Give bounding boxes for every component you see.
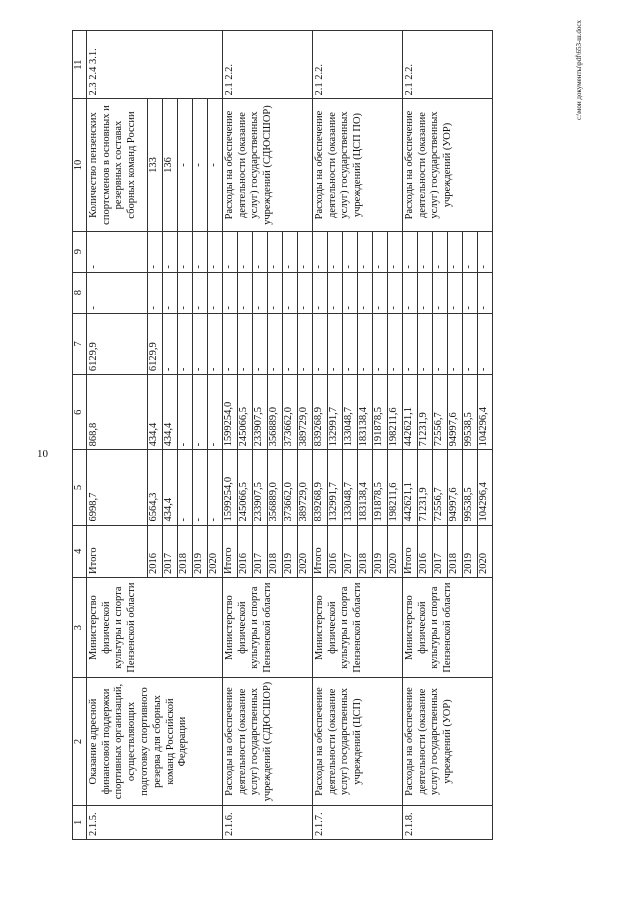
total-value: 104296,4 xyxy=(477,450,492,525)
other-value: - xyxy=(312,231,327,272)
federal-value: - xyxy=(192,313,207,375)
other-value: - xyxy=(327,231,342,272)
row-number: 2.1.7. xyxy=(312,805,402,839)
table-row xyxy=(86,31,147,840)
program-table-container xyxy=(72,30,592,840)
other-value: - xyxy=(267,231,282,272)
other-value: - xyxy=(357,231,372,272)
col-7-header: 7 xyxy=(73,313,87,375)
total-value: 198211,6 xyxy=(387,450,402,525)
period-cell: 2016 xyxy=(237,525,252,577)
total-value: 6564,3 xyxy=(147,450,162,525)
col-3-header: 3 xyxy=(73,577,87,677)
federal-value: 6129,9 xyxy=(86,313,147,375)
other-value: - xyxy=(237,231,252,272)
period-cell: 2018 xyxy=(447,525,462,577)
regional-value: 104296,4 xyxy=(477,375,492,450)
regional-value: 868,8 xyxy=(86,375,147,450)
activity-name: Расходы на обеспечение деятельности (оказание услуг) государственных учреждений (УОР) xyxy=(402,678,492,806)
federal-value: - xyxy=(237,313,252,375)
indicator-cell: Количество пензенских спортсменов в основных и резервных составах сборных команд России xyxy=(86,99,147,231)
federal-value: 6129,9 xyxy=(147,313,162,375)
activity-name: Оказание адресной финансовой поддержки спортивных организаций, осуществляющих подготовку спортивного резерва для сборных команд Российской Федерации xyxy=(86,678,222,806)
indicator-value: - xyxy=(177,99,192,231)
federal-value: - xyxy=(267,313,282,375)
municipal-value: - xyxy=(327,272,342,313)
other-value: - xyxy=(462,231,477,272)
total-value: 132991,7 xyxy=(327,450,342,525)
total-value: 373662,0 xyxy=(282,450,297,525)
regional-value: 356889,0 xyxy=(267,375,282,450)
municipal-value: - xyxy=(237,272,252,313)
regional-value: 71231,9 xyxy=(417,375,432,450)
reference-cell: 2.1 2.2. xyxy=(222,31,312,99)
responsible-ministry: Министерство физической культуры и спорта Пензенской области xyxy=(402,577,492,677)
regional-value: 442621,1 xyxy=(402,375,417,450)
total-value: 72556,7 xyxy=(432,450,447,525)
period-cell: Итого xyxy=(312,525,327,577)
other-value: - xyxy=(477,231,492,272)
responsible-ministry: Министерство физической культуры и спорта Пензенской области xyxy=(312,577,402,677)
total-value: 6998,7 xyxy=(86,450,147,525)
period-cell: 2018 xyxy=(267,525,282,577)
federal-value: - xyxy=(402,313,417,375)
total-value: 356889,0 xyxy=(267,450,282,525)
period-cell: 2016 xyxy=(327,525,342,577)
regional-value: 389729,0 xyxy=(297,375,312,450)
total-value: 389729,0 xyxy=(297,450,312,525)
municipal-value: - xyxy=(387,272,402,313)
municipal-value: - xyxy=(147,272,162,313)
period-cell: 2019 xyxy=(372,525,387,577)
total-value: - xyxy=(207,450,222,525)
municipal-value: - xyxy=(297,272,312,313)
col-2-header: 2 xyxy=(73,678,87,806)
row-number: 2.1.5. xyxy=(86,805,222,839)
period-cell: 2019 xyxy=(462,525,477,577)
period-cell: 2019 xyxy=(192,525,207,577)
period-cell: 2016 xyxy=(147,525,162,577)
regional-value: 183138,4 xyxy=(357,375,372,450)
other-value: - xyxy=(192,231,207,272)
program-activities-table xyxy=(72,30,493,840)
municipal-value: - xyxy=(252,272,267,313)
total-value: 99538,5 xyxy=(462,450,477,525)
regional-value: 191878,5 xyxy=(372,375,387,450)
period-cell: 2017 xyxy=(432,525,447,577)
total-value: - xyxy=(177,450,192,525)
indicator-value: 136 xyxy=(162,99,177,231)
federal-value: - xyxy=(387,313,402,375)
other-value: - xyxy=(297,231,312,272)
col-11-header: 11 xyxy=(73,31,87,99)
period-cell: Итого xyxy=(402,525,417,577)
total-value: - xyxy=(192,450,207,525)
other-value: - xyxy=(387,231,402,272)
indicator-value: - xyxy=(192,99,207,231)
regional-value: 434,4 xyxy=(162,375,177,450)
activity-name: Расходы на обеспечение деятельности (оказание услуг) государственных учреждений (СДЮСШОР) xyxy=(222,678,312,806)
federal-value: - xyxy=(282,313,297,375)
federal-value: - xyxy=(462,313,477,375)
federal-value: - xyxy=(222,313,237,375)
row-number: 2.1.6. xyxy=(222,805,312,839)
period-cell: 2017 xyxy=(162,525,177,577)
federal-value: - xyxy=(372,313,387,375)
regional-value: - xyxy=(177,375,192,450)
regional-value: - xyxy=(207,375,222,450)
regional-value: 434,4 xyxy=(147,375,162,450)
period-cell: 2018 xyxy=(357,525,372,577)
total-value: 233907,5 xyxy=(252,450,267,525)
regional-value: 94997,6 xyxy=(447,375,462,450)
regional-value: 133048,7 xyxy=(342,375,357,450)
period-cell: 2020 xyxy=(297,525,312,577)
reference-cell: 2.1 2.2. xyxy=(312,31,402,99)
total-value: 442621,1 xyxy=(402,450,417,525)
municipal-value: - xyxy=(447,272,462,313)
responsible-ministry: Министерство физической культуры и спорта Пензенской области xyxy=(86,577,222,677)
regional-value: - xyxy=(192,375,207,450)
municipal-value: - xyxy=(267,272,282,313)
federal-value: - xyxy=(417,313,432,375)
regional-value: 1599254,0 xyxy=(222,375,237,450)
regional-value: 99538,5 xyxy=(462,375,477,450)
indicator-cell: Расходы на обеспечение деятельности (оказание услуг) государственных учреждений (ЦСП ПО) xyxy=(312,99,402,231)
responsible-ministry: Министерство физической культуры и спорта Пензенской области xyxy=(222,577,312,677)
activity-name: Расходы на обеспечение деятельности (оказание услуг) государственных учреждений (ЦСП) xyxy=(312,678,402,806)
regional-value: 132991,7 xyxy=(327,375,342,450)
federal-value: - xyxy=(327,313,342,375)
total-value: 245066,5 xyxy=(237,450,252,525)
federal-value: - xyxy=(297,313,312,375)
municipal-value: - xyxy=(207,272,222,313)
table-row xyxy=(402,31,417,840)
col-5-header: 5 xyxy=(73,450,87,525)
total-value: 191878,5 xyxy=(372,450,387,525)
period-cell: 2020 xyxy=(387,525,402,577)
regional-value: 233907,5 xyxy=(252,375,267,450)
total-value: 183138,4 xyxy=(357,450,372,525)
municipal-value: - xyxy=(312,272,327,313)
period-cell: 2020 xyxy=(207,525,222,577)
col-10-header: 10 xyxy=(73,99,87,231)
period-cell: 2019 xyxy=(282,525,297,577)
other-value: - xyxy=(372,231,387,272)
period-cell: 2017 xyxy=(252,525,267,577)
total-value: 839268,9 xyxy=(312,450,327,525)
total-value: 71231,9 xyxy=(417,450,432,525)
col-8-header: 8 xyxy=(73,272,87,313)
municipal-value: - xyxy=(162,272,177,313)
federal-value: - xyxy=(432,313,447,375)
indicator-value: - xyxy=(207,99,222,231)
other-value: - xyxy=(417,231,432,272)
total-value: 1599254,0 xyxy=(222,450,237,525)
other-value: - xyxy=(252,231,267,272)
municipal-value: - xyxy=(192,272,207,313)
table-row xyxy=(312,31,327,840)
total-value: 94997,6 xyxy=(447,450,462,525)
reference-cell: 2.3 2.4 3.1. xyxy=(86,31,222,99)
federal-value: - xyxy=(207,313,222,375)
regional-value: 373662,0 xyxy=(282,375,297,450)
federal-value: - xyxy=(177,313,192,375)
indicator-cell: Расходы на обеспечение деятельности (оказание услуг) государственных учреждений (УОР) xyxy=(402,99,492,231)
indicator-cell: Расходы на обеспечение деятельности (оказание услуг) государственных учреждений (СДЮСШОР) xyxy=(222,99,312,231)
other-value: - xyxy=(432,231,447,272)
reference-cell: 2.1 2.2. xyxy=(402,31,492,99)
period-cell: 2020 xyxy=(477,525,492,577)
other-value: - xyxy=(342,231,357,272)
municipal-value: - xyxy=(402,272,417,313)
other-value: - xyxy=(222,231,237,272)
municipal-value: - xyxy=(432,272,447,313)
other-value: - xyxy=(177,231,192,272)
period-cell: 2017 xyxy=(342,525,357,577)
federal-value: - xyxy=(162,313,177,375)
municipal-value: - xyxy=(462,272,477,313)
regional-value: 245066,5 xyxy=(237,375,252,450)
other-value: - xyxy=(207,231,222,272)
total-value: 434,4 xyxy=(162,450,177,525)
federal-value: - xyxy=(312,313,327,375)
row-number: 2.1.8. xyxy=(402,805,492,839)
municipal-value: - xyxy=(282,272,297,313)
municipal-value: - xyxy=(222,272,237,313)
table-row xyxy=(222,31,237,840)
municipal-value: - xyxy=(357,272,372,313)
other-value: - xyxy=(86,231,147,272)
total-value: 133048,7 xyxy=(342,450,357,525)
period-cell: 2018 xyxy=(177,525,192,577)
municipal-value: - xyxy=(372,272,387,313)
municipal-value: - xyxy=(177,272,192,313)
col-1-header: 1 xyxy=(73,805,87,839)
federal-value: - xyxy=(477,313,492,375)
col-9-header: 9 xyxy=(73,231,87,272)
federal-value: - xyxy=(252,313,267,375)
page-number: 10 xyxy=(37,448,48,460)
col-4-header: 4 xyxy=(73,525,87,577)
municipal-value: - xyxy=(86,272,147,313)
footer-path: c:\мои документы\pdf\653-ш.docx xyxy=(575,19,583,120)
other-value: - xyxy=(402,231,417,272)
federal-value: - xyxy=(447,313,462,375)
regional-value: 198211,6 xyxy=(387,375,402,450)
table-header xyxy=(73,31,87,840)
other-value: - xyxy=(282,231,297,272)
period-cell: Итого xyxy=(222,525,237,577)
municipal-value: - xyxy=(417,272,432,313)
other-value: - xyxy=(147,231,162,272)
regional-value: 72556,7 xyxy=(432,375,447,450)
indicator-value: 133 xyxy=(147,99,162,231)
federal-value: - xyxy=(357,313,372,375)
municipal-value: - xyxy=(477,272,492,313)
col-6-header: 6 xyxy=(73,375,87,450)
regional-value: 839268,9 xyxy=(312,375,327,450)
municipal-value: - xyxy=(342,272,357,313)
federal-value: - xyxy=(342,313,357,375)
period-cell: 2016 xyxy=(417,525,432,577)
other-value: - xyxy=(162,231,177,272)
other-value: - xyxy=(447,231,462,272)
period-cell: Итого xyxy=(86,525,147,577)
